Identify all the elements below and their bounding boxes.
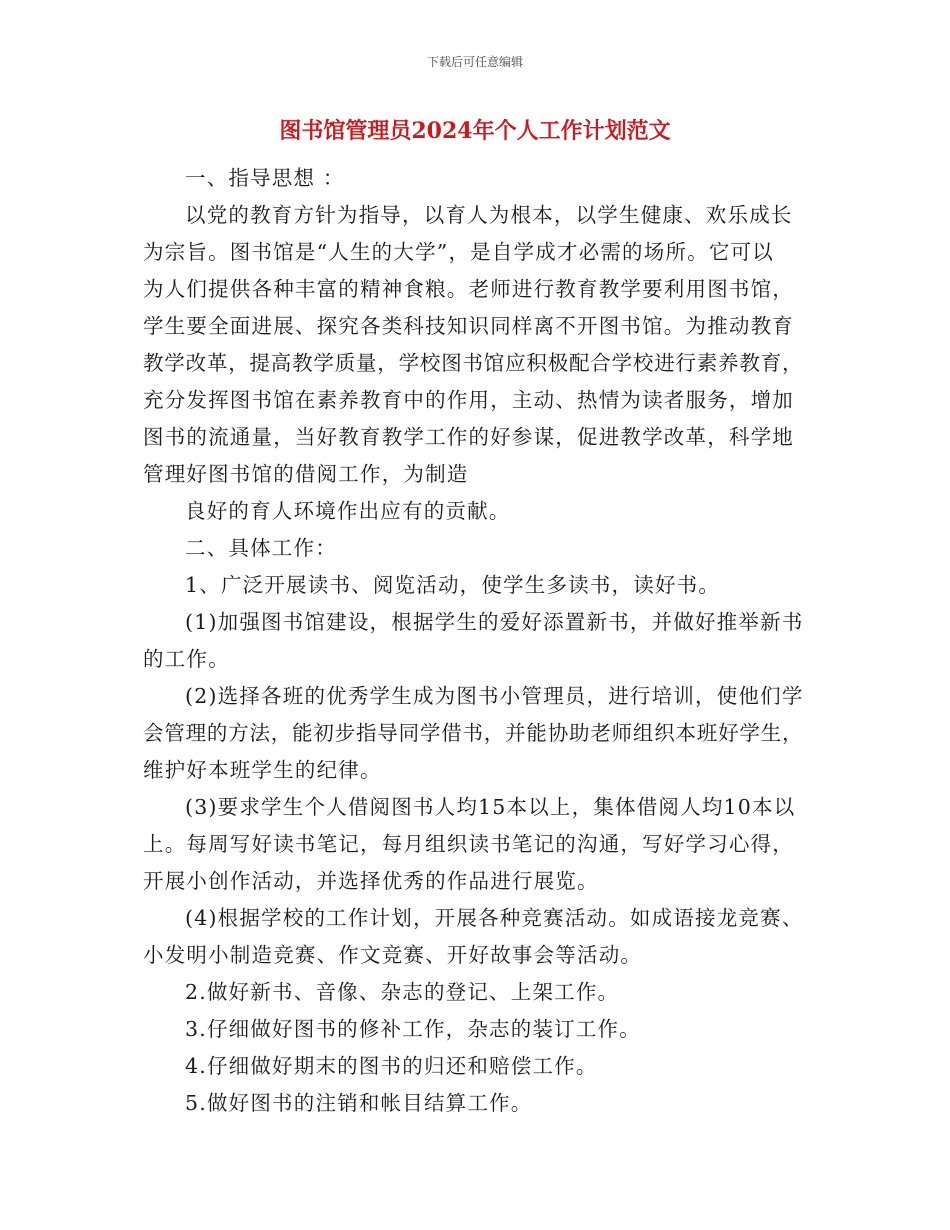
text-line: 1、广泛开展读书、阅览活动，使学生多读书，读好书。	[185, 573, 721, 597]
text-line: 良好的育人环境作出应有的贡献。	[185, 499, 511, 523]
text-line: 以党的教育方针为指导，以育人为根本，以学生健康、欢乐成长	[185, 203, 793, 227]
text-line: 3.仔细做好图书的修补工作，杂志的装订工作。	[185, 1017, 641, 1041]
text-line: 会管理的方法，能初步指导同学借书，并能协助老师组织本班好学生，	[143, 721, 804, 745]
text-line: 5.做好图书的注销和帐目结算工作。	[185, 1091, 533, 1115]
text-line: (2)选择各班的优秀学生成为图书小管理员，进行培训，使他们学	[185, 684, 804, 708]
text-line: 开展小创作活动，并选择优秀的作品进行展览。	[143, 869, 599, 893]
text-line: 二、具体工作：	[185, 536, 337, 560]
text-line: 2.做好新书、音像、杂志的登记、上架工作。	[185, 980, 620, 1004]
text-line: 管理好图书馆的借阅工作，为制造	[143, 462, 469, 486]
text-line: 一、指导思想 ：	[185, 166, 345, 190]
text-line: 为宗旨。图书馆是“人生的大学”，是自学成才必需的场所。它可以	[143, 240, 774, 264]
text-line: 上。每周写好读书笔记，每月组织读书笔记的沟通，写好学习心得，	[143, 832, 794, 856]
text-line: 维护好本班学生的纪律。	[143, 758, 382, 782]
text-line: (3)要求学生个人借阅图书人均15本以上，集体借阅人均10本以	[185, 795, 796, 819]
text-line: 学生要全面进展、探究各类科技知识同样离不开图书馆。为推动教育	[143, 314, 794, 338]
header-note: 下载后可任意编辑	[426, 55, 523, 69]
text-line: 为人们提供各种丰富的精神食粮。老师进行教育教学要利用图书馆，	[143, 277, 794, 301]
text-line: 4.仔细做好期末的图书的归还和赔偿工作。	[185, 1054, 598, 1078]
text-line: 的工作。	[143, 647, 230, 671]
text-line: 图书的流通量，当好教育教学工作的好参谋，促进教学改革，科学地	[143, 425, 794, 449]
text-line: 教学改革，提高教学质量，学校图书馆应积极配合学校进行素养教育，	[143, 351, 804, 375]
text-line: (1)加强图书馆建设，根据学生的爱好添置新书，并做好推举新书	[185, 610, 804, 634]
text-line: 充分发挥图书馆在素养教育中的作用，主动、热情为读者服务，增加	[143, 388, 794, 412]
document-title: 图书馆管理员2024年个人工作计划范文	[279, 118, 671, 144]
text-line: (4)根据学校的工作计划，开展各种竞赛活动。如成语接龙竞赛、	[185, 906, 804, 930]
text-line: 小发明小制造竞赛、作文竞赛、开好故事会等活动。	[143, 943, 643, 967]
document-body	[143, 160, 808, 1122]
